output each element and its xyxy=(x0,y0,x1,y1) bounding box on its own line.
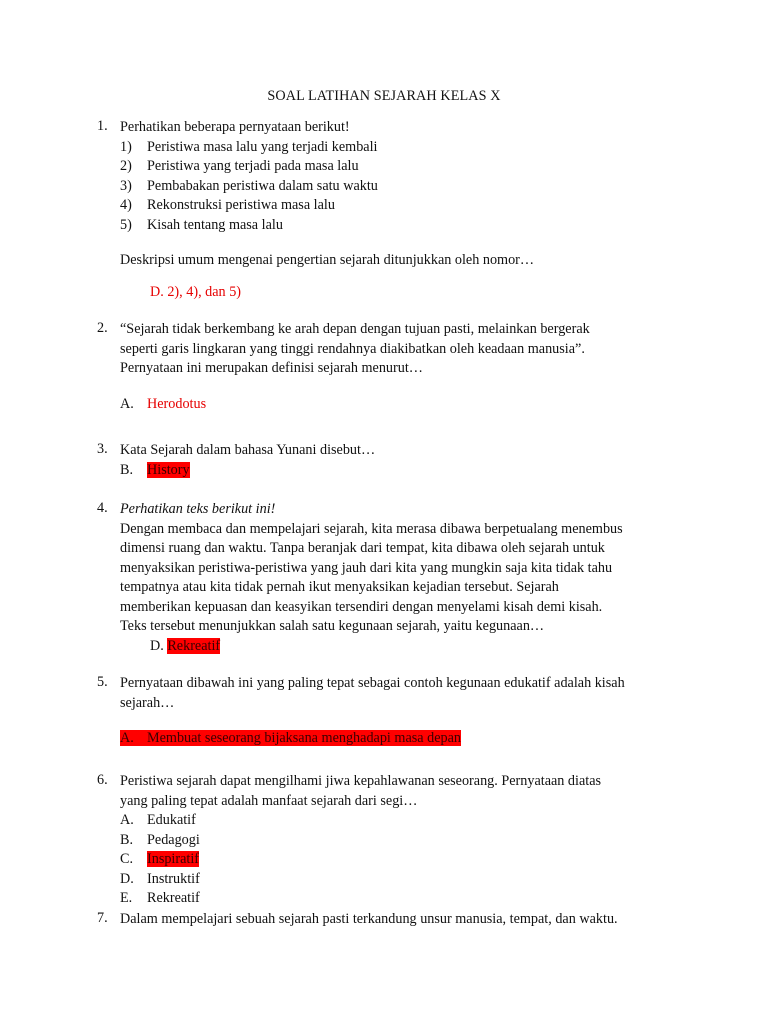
question-6 xyxy=(97,772,677,909)
question-prompt: Kata Sejarah dalam bahasa Yunani disebut… xyxy=(120,442,376,458)
question-line: sejarah… xyxy=(120,694,175,711)
answer-option: E. Rekreatif xyxy=(120,890,200,906)
statement-item: 3) Pembabakan peristiwa dalam satu waktu xyxy=(120,177,378,194)
question-text: Deskripsi umum mengenai pengertian sejarah ditunjukkan oleh nomor… xyxy=(120,252,535,268)
answer: D. 2), 4), dan 5) xyxy=(150,283,242,300)
question-line: Peristiwa sejarah dapat mengilhami jiwa kepahlawanan seseorang. Pernyataan diatas xyxy=(120,773,602,789)
statement-item: 2) Peristiwa yang terjadi pada masa lalu xyxy=(120,158,359,174)
answer-option xyxy=(120,729,677,749)
question-line: “Sejarah tidak berkembang ke arah depan dengan tujuan pasti, melainkan bergerak xyxy=(120,321,590,337)
statement-item: 5) Kisah tentang masa lalu xyxy=(120,216,283,233)
passage-line: Teks tersebut menunjukkan salah satu kegunaan sejarah, yaitu kegunaan… xyxy=(120,618,545,634)
question-number: 4. xyxy=(97,500,108,516)
question-number: 1. xyxy=(97,118,108,134)
document-title: SOAL LATIHAN SEJARAH KELAS X xyxy=(267,88,501,104)
question-4 xyxy=(97,500,677,656)
passage-line: menyaksikan peristiwa-peristiwa yang jauh dari kita yang mungkin saja kita tidak tahu xyxy=(120,559,613,576)
question-prompt: Dalam mempelajari sebuah sejarah pasti terkandung unsur manusia, tempat, dan waktu. xyxy=(120,911,618,927)
answer-highlight: Rekreatif xyxy=(167,637,221,654)
question-number: 2. xyxy=(97,320,108,336)
answer-option: B. History xyxy=(120,461,190,478)
question-number: 5. xyxy=(97,674,108,690)
question-line: Pernyataan dibawah ini yang paling tepat sebagai contoh kegunaan edukatif adalah kisah xyxy=(120,675,625,691)
question-5 xyxy=(97,674,677,749)
question-number: 7. xyxy=(97,910,108,926)
question-line: Pernyataan ini merupakan definisi sejarah menurut… xyxy=(120,360,423,376)
question-line: yang paling tepat adalah manfaat sejarah dari segi… xyxy=(120,792,418,809)
statement-item: 1) Peristiwa masa lalu yang terjadi kembali xyxy=(120,138,378,155)
answer-option: C. Inspiratif xyxy=(120,851,200,867)
question-number: 3. xyxy=(97,441,108,457)
question-number: 6. xyxy=(97,772,108,788)
answer-option: A. Edukatif xyxy=(120,812,196,828)
answer-option: A. Herodotus xyxy=(120,395,207,412)
answer-option: D. Rekreatif xyxy=(150,637,221,654)
passage-line: dimensi ruang dan waktu. Tanpa beranjak dari tempat, kita dibawa oleh sejarah untuk xyxy=(120,540,605,556)
question-7 xyxy=(97,910,677,930)
answer-text: Herodotus xyxy=(147,395,207,412)
passage-line: memberikan kepuasan dan keasyikan tersendiri dengan menyelami kisah demi kisah. xyxy=(120,598,603,615)
passage-line: tempatnya atau kita tidak pernah ikut menyaksikan kejadian tersebut. Sejarah xyxy=(120,579,559,595)
passage-line: Dengan membaca dan mempelajari sejarah, kita merasa dibawa berpetualang menembus xyxy=(120,520,623,537)
question-line: seperti garis lingkaran yang tinggi rendahnya diakibatkan oleh keadaan manusia”. xyxy=(120,340,585,357)
statement-item: 4) Rekonstruksi peristiwa masa lalu xyxy=(120,197,335,213)
question-prompt: Perhatikan beberapa pernyataan berikut! xyxy=(120,119,350,135)
question-3 xyxy=(97,441,677,480)
answer-highlight: A. Membuat seseorang bijaksana menghadapi masa depan xyxy=(120,730,461,746)
question-2 xyxy=(97,320,677,414)
answer-highlight: History xyxy=(147,461,190,478)
answer-highlight: Inspiratif xyxy=(147,851,200,867)
question-1 xyxy=(97,118,677,302)
answer-option: D. Instruktif xyxy=(120,870,200,887)
question-intro: Perhatikan teks berikut ini! xyxy=(120,501,276,517)
answer-option: B. Pedagogi xyxy=(120,831,200,848)
